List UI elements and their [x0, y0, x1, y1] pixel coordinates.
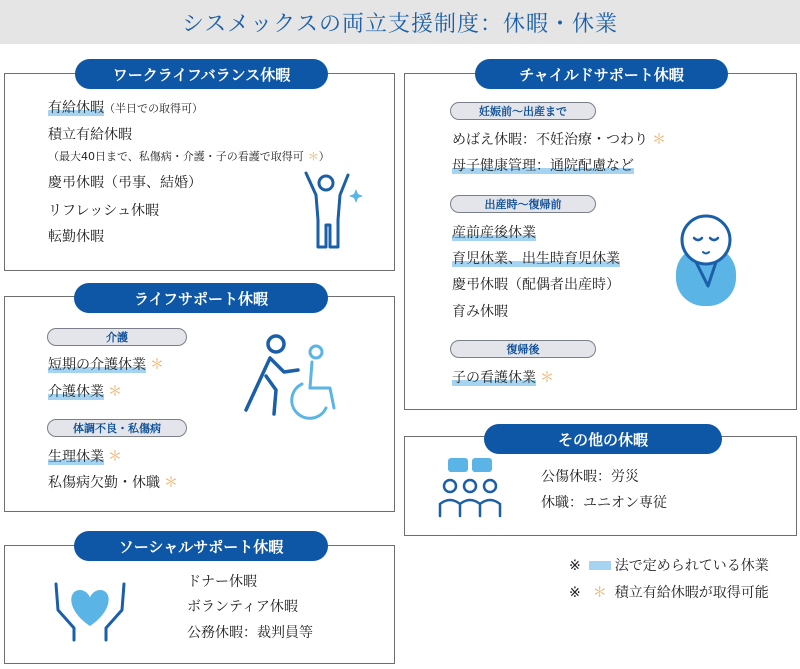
wl-item-condolence: 慶弔休暇（弔事、結婚）	[48, 175, 202, 191]
social-support-header: ソーシャルサポート休暇	[74, 531, 328, 561]
tag-birth-to-return: 出産時〜復帰前	[450, 195, 596, 213]
work-life-header: ワークライフバランス休暇	[75, 59, 328, 89]
other-header: その他の休暇	[484, 424, 722, 454]
tag-illness: 体調不良・私傷病	[47, 419, 187, 437]
group-chat-icon	[436, 456, 504, 522]
cs-item-mebae: めばえ休暇：不妊治療・つわり ＊	[452, 132, 666, 148]
legend-highlight-swatch	[589, 561, 611, 570]
page-title: シスメックスの両立支援制度：休暇・休業	[0, 0, 800, 44]
wl-item-refresh: リフレッシュ休暇	[48, 203, 160, 219]
ot-item-union: 休職：ユニオン専従	[541, 495, 667, 511]
ls-item-sick-leave: 私傷病欠勤・休職 ＊	[48, 475, 178, 491]
wl-item-accumulated-note: （最大40日まで、私傷病・介護・子の看護で取得可 ＊）	[48, 150, 330, 163]
cs-item-maternity: 産前産後休業	[452, 225, 536, 241]
tag-after-return: 復帰後	[450, 340, 596, 358]
wl-item-paid-leave: 有給休暇（半日での取得可）	[48, 100, 203, 116]
legend-law: ※ 法で定められている休業	[569, 558, 769, 574]
life-support-header: ライフサポート休暇	[74, 283, 328, 313]
hands-heart-icon	[50, 570, 130, 642]
cs-item-childcare: 育児休業、出生時育児休業	[452, 251, 620, 267]
tag-before-birth: 妊娠前〜出産まで	[450, 102, 596, 120]
ls-item-short-care: 短期の介護休業 ＊	[48, 357, 164, 373]
child-support-header: チャイルドサポート休暇	[475, 59, 728, 89]
cs-item-hagukumi: 育み休暇	[452, 304, 508, 320]
cs-item-maternal-health: 母子健康管理：通院配慮など	[452, 158, 634, 174]
legend-star: ※ ＊ 積立有給休暇が取得可能	[569, 585, 769, 601]
ss-item-volunteer: ボランティア休暇	[187, 599, 298, 615]
baby-icon	[668, 210, 744, 310]
ls-item-menstrual: 生理休業 ＊	[48, 449, 122, 465]
ls-item-care-leave: 介護休業 ＊	[48, 384, 122, 400]
ot-item-work-injury: 公傷休暇：労災	[541, 469, 639, 485]
cs-item-condolence-spouse: 慶弔休暇（配偶者出産時）	[452, 277, 620, 293]
cheering-person-icon	[296, 165, 372, 257]
cs-item-child-nursing: 子の看護休業 ＊	[452, 370, 554, 386]
caregiving-wheelchair-icon	[236, 332, 340, 422]
wl-item-accumulated: 積立有給休暇	[48, 127, 132, 143]
tag-caregiving: 介護	[47, 328, 187, 346]
ss-item-donor: ドナー休暇	[187, 574, 257, 590]
wl-item-transfer: 転勤休暇	[48, 229, 104, 245]
ss-item-public: 公務休暇：裁判員等	[187, 625, 313, 641]
